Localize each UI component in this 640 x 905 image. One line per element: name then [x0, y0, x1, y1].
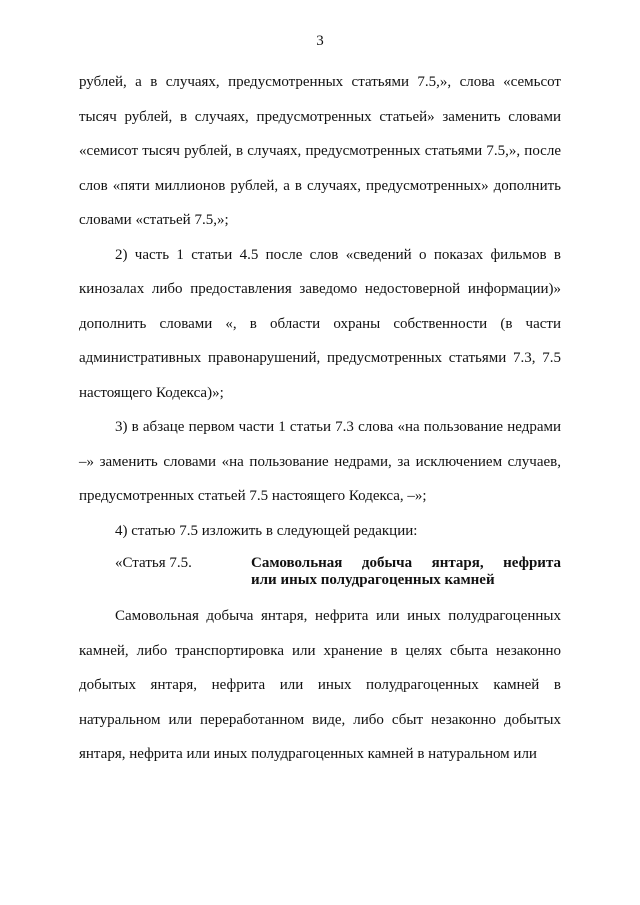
document-body	[79, 65, 561, 772]
paragraph-item-3: 3) в абзаце первом части 1 статьи 7.3 слова «на пользование недрами –» заменить словами «на пользование недрами, за исключением случаев, предусмотренных статьей 7.5 настоящего Кодекса, –»;	[79, 419, 561, 504]
article-title	[251, 555, 561, 589]
page-number: 3	[316, 33, 324, 49]
article-number: «Статья 7.5.	[115, 555, 192, 571]
paragraph-continuation: рублей, а в случаях, предусмотренных статьями 7.5,», слова «семьсот тысяч рублей, в случаях, предусмотренных статьей» заменить словами «семисот тысяч рублей, в случаях, предусмотренных статьями 7.5,», после слов «пяти миллионов рублей, а в случаях, предусмотренных» дополнить словами «статьей 7.5,»;	[79, 74, 561, 228]
article-title-line-2: или иных полудрагоценных камней	[251, 572, 495, 588]
paragraph-item-2: 2) часть 1 статьи 4.5 после слов «сведений о показах фильмов в кинозалах либо предоставления заведомо недостоверной информации)» дополнить словами «, в области охраны собственности (в части административных правонарушений, предусмотренных статьями 7.3, 7.5 настоящего Кодекса)»;	[79, 246, 561, 401]
article-heading	[79, 555, 561, 589]
paragraph-item-4: 4) статью 7.5 изложить в следующей редакции:	[115, 522, 418, 539]
article-body-paragraph: Самовольная добыча янтаря, нефрита или иных полудрагоценных камней, либо транспортировка или хранение в целях сбыта незаконно добытых янтаря, нефрита или иных полудрагоценных камней в натуральном или переработанном виде, либо сбыт незаконно добытых янтаря, нефрита или иных полудрагоценных камней в натуральном или	[79, 608, 561, 762]
article-title-line-1: Самовольная добыча янтаря, нефрита	[251, 555, 561, 571]
